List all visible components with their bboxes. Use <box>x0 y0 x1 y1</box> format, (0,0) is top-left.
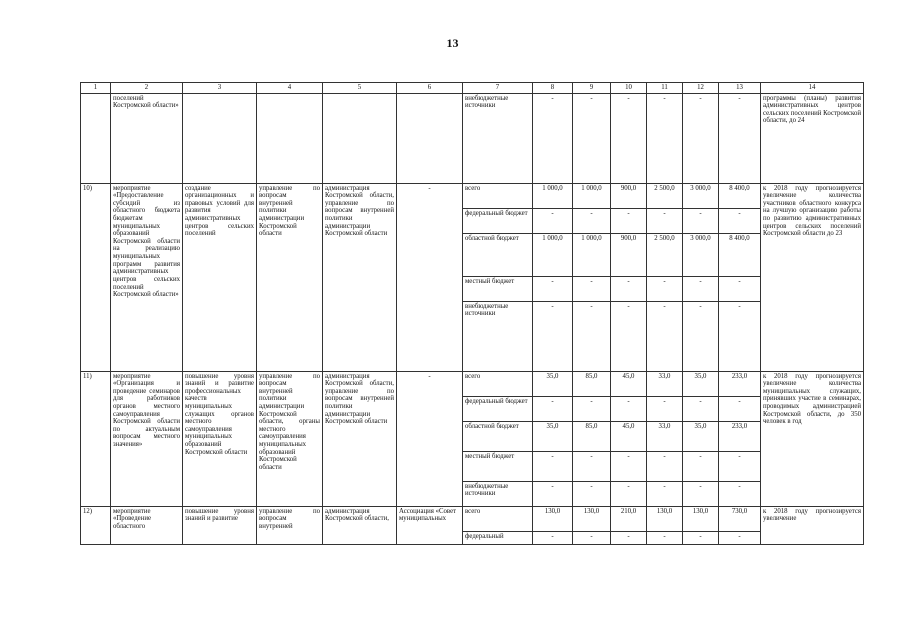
value-cell: - <box>533 208 573 233</box>
value-cell: 8 400,0 <box>719 183 761 208</box>
value-cell: 130,0 <box>533 506 573 531</box>
value-cell: - <box>719 276 761 301</box>
value-cell: 3 000,0 <box>683 233 719 276</box>
funding-source: всего <box>463 371 533 396</box>
header-cell: 4 <box>257 83 323 94</box>
row-number: 10) <box>81 183 111 371</box>
value-cell: - <box>683 481 719 506</box>
value-cell: - <box>719 531 761 544</box>
value-cell: - <box>719 396 761 421</box>
header-cell: 14 <box>761 83 864 94</box>
header-cell: 11 <box>647 83 683 94</box>
value-cell: - <box>683 396 719 421</box>
value-cell: - <box>719 301 761 371</box>
measure-goal: повышение уровня знаний и развитие профессиональных качеств муниципальных служащих органов местного самоуправления муниципальных образований Костромской области <box>183 371 257 506</box>
value-cell: 33,0 <box>647 421 683 451</box>
table-row-12-total <box>81 506 864 531</box>
value-cell: - <box>611 208 647 233</box>
value-cell: 1 000,0 <box>573 183 611 208</box>
measure-name: поселений Костромской области» <box>111 93 183 183</box>
value-cell: 233,0 <box>719 371 761 396</box>
value-cell: - <box>647 93 683 183</box>
value-cell: - <box>533 93 573 183</box>
value-cell: - <box>611 481 647 506</box>
funding-source: областной бюджет <box>463 421 533 451</box>
value-cell: - <box>533 276 573 301</box>
header-cell: 5 <box>323 83 397 94</box>
header-cell: 6 <box>397 83 463 94</box>
value-cell: - <box>573 208 611 233</box>
funding-source: областной бюджет <box>463 233 533 276</box>
value-cell: - <box>573 396 611 421</box>
value-cell: - <box>647 208 683 233</box>
value-cell: - <box>683 451 719 481</box>
measure-goal: повышение уровня знаний и развитие <box>183 506 257 544</box>
header-cell: 8 <box>533 83 573 94</box>
value-cell: - <box>533 451 573 481</box>
value-cell: - <box>611 276 647 301</box>
expected-result: к 2018 году прогнозируется увеличение <box>761 506 864 544</box>
funding-source: местный бюджет <box>463 451 533 481</box>
value-cell: - <box>683 301 719 371</box>
responsible-executor: управление по вопросам внутренней политики администрации Костромской области, органы местного самоуправления муниципальных образований Костромской области <box>257 371 323 506</box>
row-number: 12) <box>81 506 111 544</box>
value-cell: - <box>647 481 683 506</box>
value-cell: 130,0 <box>683 506 719 531</box>
value-cell: - <box>533 481 573 506</box>
funding-source: местный бюджет <box>463 276 533 301</box>
measure-name: мероприятие «Предоставление субсидий из областного бюджета бюджетам муниципальных образований Костромской области на реализацию муниципальных программ развития административных центров сельских поселений Костромской области» <box>111 183 183 371</box>
funding-source: внебюджетные источники <box>463 301 533 371</box>
funding-source: всего <box>463 506 533 531</box>
program-table <box>80 82 864 545</box>
value-cell: - <box>611 301 647 371</box>
co-executor: администрация Костромской области, управление по вопросам внутренней политики администрации Костромской области <box>323 183 397 371</box>
measure-goal: создание организационных и правовых условий для развития административных центров сельских поселений <box>183 183 257 371</box>
value-cell: 730,0 <box>719 506 761 531</box>
table-row-11-total <box>81 371 864 396</box>
expected-result: программы (планы) развития административных центров сельских поселений Костромской области, до 24 <box>761 93 864 183</box>
funding-source: федеральный <box>463 531 533 544</box>
partner: - <box>397 371 463 506</box>
value-cell: - <box>647 301 683 371</box>
header-cell: 12 <box>683 83 719 94</box>
funding-source: внебюджетные источники <box>463 93 533 183</box>
value-cell: - <box>573 451 611 481</box>
value-cell: 8 400,0 <box>719 233 761 276</box>
value-cell: 210,0 <box>611 506 647 531</box>
value-cell: - <box>647 531 683 544</box>
value-cell: 233,0 <box>719 421 761 451</box>
value-cell: 2 500,0 <box>647 233 683 276</box>
value-cell: 130,0 <box>573 506 611 531</box>
value-cell: 33,0 <box>647 371 683 396</box>
value-cell: - <box>573 481 611 506</box>
value-cell: 45,0 <box>611 421 647 451</box>
value-cell: 1 000,0 <box>533 183 573 208</box>
header-cell: 7 <box>463 83 533 94</box>
value-cell: - <box>573 276 611 301</box>
value-cell: 35,0 <box>683 421 719 451</box>
value-cell: - <box>719 451 761 481</box>
header-cell: 2 <box>111 83 183 94</box>
value-cell: - <box>533 396 573 421</box>
partner: Ассоциация «Совет муниципальных <box>397 506 463 544</box>
value-cell: - <box>573 93 611 183</box>
expected-result: к 2018 году прогнозируется увеличение количества муниципальных служащих, принявших участие в семинарах, проводимых администрацией Костромской области, до 350 человек в год <box>761 371 864 506</box>
value-cell: - <box>683 276 719 301</box>
funding-source: внебюджетные источники <box>463 481 533 506</box>
measure-name: мероприятие «Организация и проведение семинаров для работников органов местного самоуправления Костромской области по актуальным вопросам местного значения» <box>111 371 183 506</box>
measure-name: мероприятие «Проведение областного <box>111 506 183 544</box>
expected-result: к 2018 году прогнозируется увеличение количества участников областного конкурса на лучшую организацию работы по развитию административных центров сельских поселений Костромской области до 23 <box>761 183 864 371</box>
header-cell: 10 <box>611 83 647 94</box>
value-cell: 130,0 <box>647 506 683 531</box>
funding-source: федеральный бюджет <box>463 396 533 421</box>
co-executor: администрация Костромской области, управление по вопросам внутренней политики администрации Костромской области <box>323 371 397 506</box>
value-cell: - <box>719 93 761 183</box>
value-cell: - <box>533 531 573 544</box>
value-cell: 900,0 <box>611 183 647 208</box>
row-number: 11) <box>81 371 111 506</box>
value-cell: - <box>647 451 683 481</box>
value-cell: 35,0 <box>533 371 573 396</box>
table-row-continuation <box>81 93 864 183</box>
value-cell: - <box>683 531 719 544</box>
funding-source: всего <box>463 183 533 208</box>
value-cell: - <box>573 301 611 371</box>
table-header-row <box>81 83 864 94</box>
value-cell: - <box>719 481 761 506</box>
value-cell: - <box>683 208 719 233</box>
responsible-executor: управление по вопросам внутренней <box>257 506 323 544</box>
header-cell: 3 <box>183 83 257 94</box>
funding-source: федеральный бюджет <box>463 208 533 233</box>
value-cell: 45,0 <box>611 371 647 396</box>
value-cell: - <box>611 93 647 183</box>
partner: - <box>397 183 463 371</box>
value-cell: - <box>683 93 719 183</box>
value-cell: - <box>611 451 647 481</box>
value-cell: 900,0 <box>611 233 647 276</box>
responsible-executor: управление по вопросам внутренней политики администрации Костромской области <box>257 183 323 371</box>
value-cell: 85,0 <box>573 371 611 396</box>
value-cell: 1 000,0 <box>573 233 611 276</box>
value-cell: - <box>611 396 647 421</box>
header-cell: 1 <box>81 83 111 94</box>
table-row-10-total <box>81 183 864 208</box>
value-cell: 1 000,0 <box>533 233 573 276</box>
header-cell: 13 <box>719 83 761 94</box>
value-cell: - <box>533 301 573 371</box>
co-executor: администрация Костромской области, <box>323 506 397 544</box>
value-cell: - <box>647 396 683 421</box>
value-cell: - <box>573 531 611 544</box>
header-cell: 9 <box>573 83 611 94</box>
value-cell: - <box>611 531 647 544</box>
value-cell: 85,0 <box>573 421 611 451</box>
value-cell: - <box>647 276 683 301</box>
value-cell: 35,0 <box>683 371 719 396</box>
value-cell: 35,0 <box>533 421 573 451</box>
value-cell: 3 000,0 <box>683 183 719 208</box>
page-number: 13 <box>446 36 459 50</box>
value-cell: - <box>719 208 761 233</box>
value-cell: 2 500,0 <box>647 183 683 208</box>
